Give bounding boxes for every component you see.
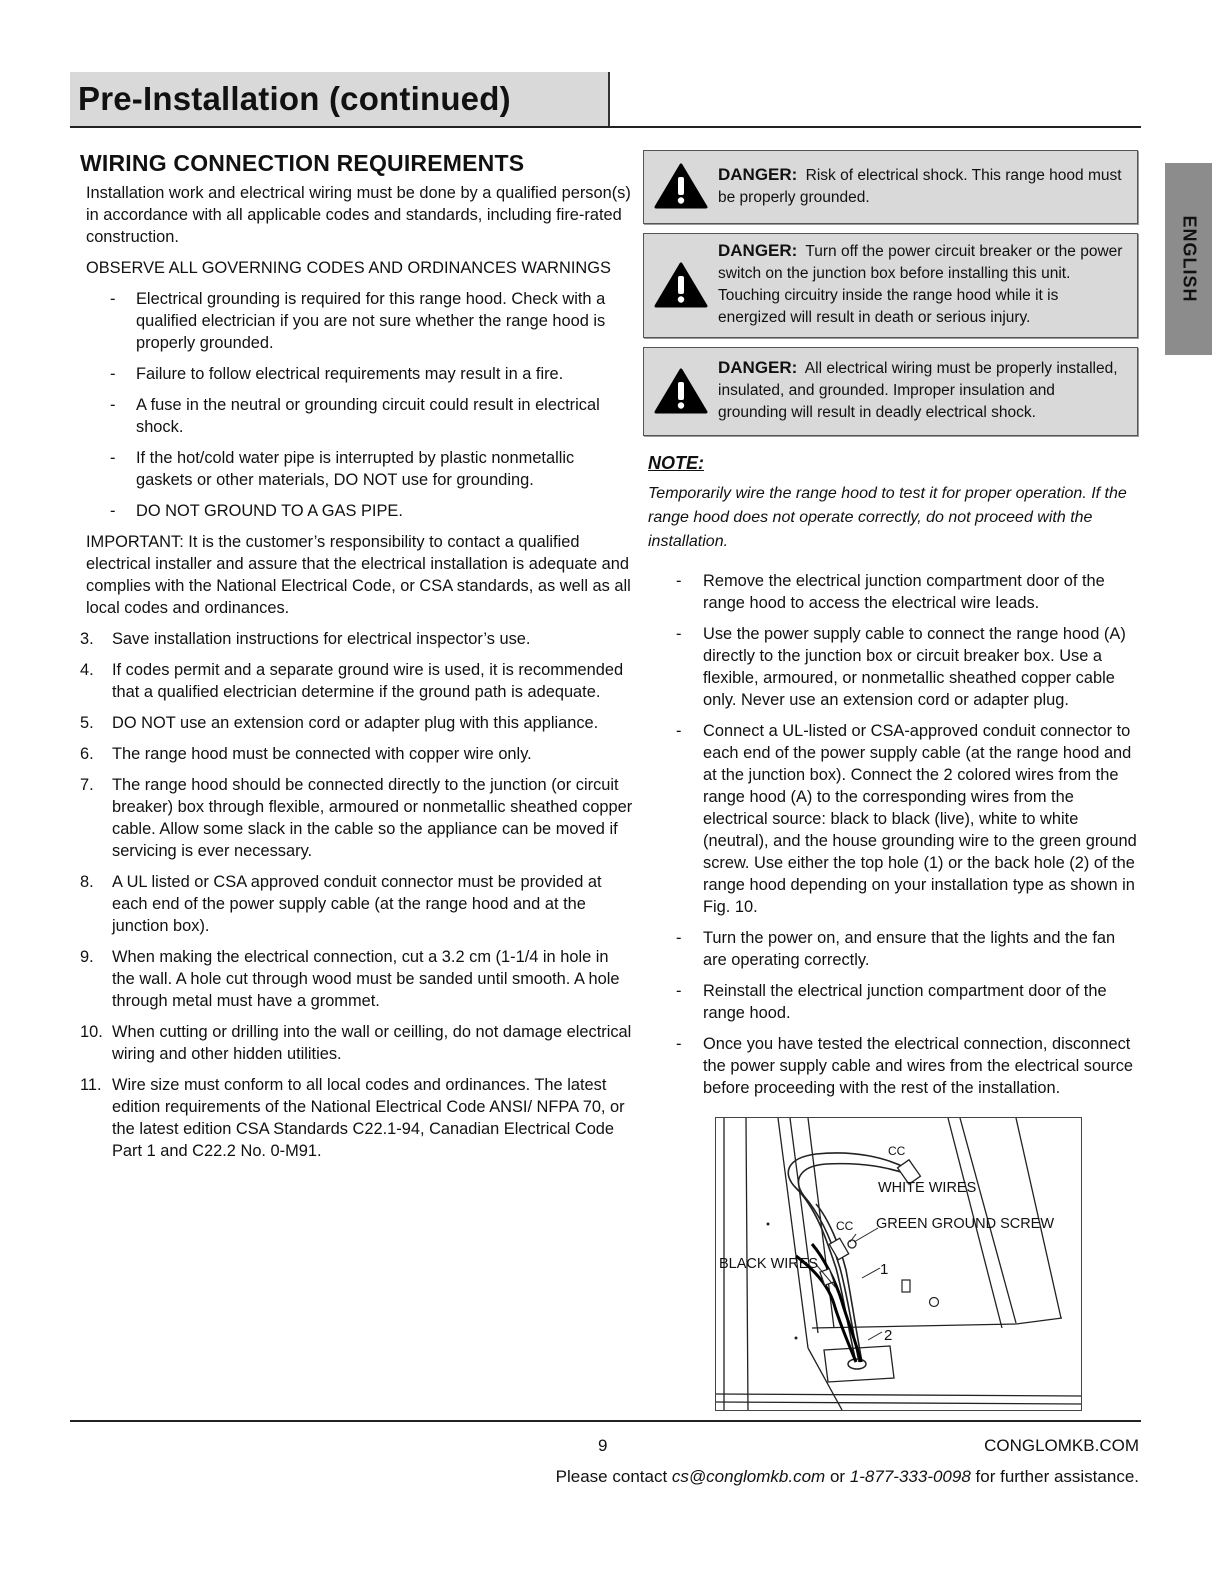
observe-heading: OBSERVE ALL GOVERNING CODES AND ORDINANCES WARNINGS: [86, 259, 611, 277]
wiring-diagram: [715, 1117, 1082, 1411]
list-item: 6. The range hood must be connected with copper wire only.: [80, 745, 532, 763]
list-item: 7. The range hood should be connected directly to the junction (or circuit breaker) box through flexible, armoured or nonmetallic sheathed copper cable. Allow some slack in the cable so the appliance can be moved if servicing is ever necessary.: [80, 776, 633, 860]
site-url[interactable]: CONGLOMKB.COM: [984, 1436, 1139, 1455]
right-column: [643, 150, 1138, 1108]
warning-triangle-icon: [644, 367, 718, 415]
list-item: - Use the power supply cable to connect the range hood (A) directly to the junction box or circuit breaker box. Use a flexible, armoured, or nonmetallic sheathed copper cable only. Never use an extension cord or adapter plug.: [676, 625, 1126, 709]
figure-label: CC: [836, 1219, 854, 1233]
figure-label: GREEN GROUND SCREW: [876, 1216, 1055, 1232]
list-item: - Reinstall the electrical junction compartment door of the range hood.: [676, 982, 1107, 1022]
list-item: 9. When making the electrical connection, cut a 3.2 cm (1-1/4 in hole in the wall. A hole cut through wood must be sanded until smooth. A hole through metal must have a grommet.: [80, 948, 620, 1010]
list-item: - Remove the electrical junction compartment door of the range hood to access the electrical wire leads.: [676, 572, 1105, 612]
figure-label: 2: [884, 1327, 893, 1344]
warning-triangle-icon: [644, 162, 718, 210]
figure-label: 1: [880, 1261, 889, 1278]
language-tab: [1165, 163, 1212, 355]
contact-line: Please contact cs@conglomkb.com or 1-877-333-0098 for further assistance.: [555, 1467, 1139, 1486]
list-item: 8. A UL listed or CSA approved conduit connector must be provided at each end of the power supply cable (at the range hood and at the junction box).: [80, 873, 602, 935]
figure-label: WHITE WIRES: [878, 1180, 977, 1196]
page-number: 9: [598, 1436, 608, 1455]
danger-box: DANGER: All electrical wiring must be properly installed, insulated, and grounded. Improper insulation and grounding will result in deadly electrical shock.: [643, 347, 1138, 436]
list-item: - Connect a UL-listed or CSA-approved conduit connector to each end of the power supply cable (at the range hood and at the junction box). Connect the 2 colored wires from the range hood (A) to the corresponding wires from the electrical source: black to black (live), white to white (neutral), and the house grounding wire to the green ground screw. Use either the top hole (1) or the back hole (2) of the range hood depending on your installation type as shown in Fig. 10.: [676, 722, 1137, 916]
list-item: 4. If codes permit and a separate ground wire is used, it is recommended that a qualified electrician determine if the ground path is adequate.: [80, 661, 624, 701]
language-tab-label: ENGLISH: [1179, 215, 1199, 303]
header-divider: [70, 126, 1141, 128]
list-item: - Electrical grounding is required for this range hood. Check with a qualified electrician if you are not sure whether the range hood is properly grounded.: [110, 290, 606, 352]
figure-label: BLACK WIRES: [719, 1256, 819, 1272]
danger-box: DANGER: Risk of electrical shock. This range hood must be properly grounded.: [643, 150, 1138, 224]
footer-divider: [70, 1420, 1141, 1422]
list-item: 10. When cutting or drilling into the wall or ceilling, do not damage electrical wiring and other hidden utilities.: [80, 1023, 632, 1063]
intro-paragraph: Installation work and electrical wiring must be done by a qualified person(s) in accordance with all applicable codes and standards, including fire-rated construction.: [86, 184, 631, 246]
list-item: - DO NOT GROUND TO A GAS PIPE.: [110, 502, 403, 520]
phone-number[interactable]: 1-877-333-0098: [849, 1467, 971, 1486]
note-label: NOTE:: [648, 453, 704, 473]
list-item: 3. Save installation instructions for electrical inspector’s use.: [80, 630, 531, 648]
list-item: - Failure to follow electrical requirements may result in a fire.: [110, 365, 564, 383]
list-item: - Once you have tested the electrical connection, disconnect the power supply cable and wires from the electrical source before proceeding with the rest of the installation.: [676, 1035, 1134, 1097]
left-column: [80, 152, 635, 1171]
list-item: 5. DO NOT use an extension cord or adapter plug with this appliance.: [80, 714, 599, 732]
danger-box: DANGER: Turn off the power circuit breaker or the power switch on the junction box before installing this unit. Touching circuitry inside the range hood while it is energized will result in death or serious injury.: [643, 233, 1138, 338]
list-item: 11. Wire size must conform to all local codes and ordinances. The latest edition requirements of the National Electrical Code ANSI/ NFPA 70, or the latest edition CSA Standards C22.1-94, Canadian Electrical Code Part 1 and C22.2 No. 0-M91.: [80, 1076, 625, 1160]
figure-label: CC: [888, 1144, 906, 1158]
list-item: - If the hot/cold water pipe is interrupted by plastic nonmetallic gaskets or other materials, DO NOT use for grounding.: [110, 449, 575, 489]
list-item: - Turn the power on, and ensure that the lights and the fan are operating correctly.: [676, 929, 1116, 969]
section-heading: WIRING CONNECTION REQUIREMENTS: [80, 150, 525, 176]
important-paragraph: IMPORTANT: It is the customer’s responsibility to contact a qualified electrical installer and assure that the electrical installation is adequate and complies with the National Electrical Code, or CSA standards, as well as all local codes and ordinances.: [86, 533, 631, 617]
page-title: Pre-Installation (continued): [78, 80, 511, 117]
note-text: Temporarily wire the range hood to test it for proper operation. If the range hood does not operate correctly, do not proceed with the installation.: [648, 485, 1127, 550]
email-link[interactable]: cs@conglomkb.com: [671, 1467, 826, 1486]
warning-triangle-icon: [644, 261, 718, 309]
list-item: - A fuse in the neutral or grounding circuit could result in electrical shock.: [110, 396, 600, 436]
